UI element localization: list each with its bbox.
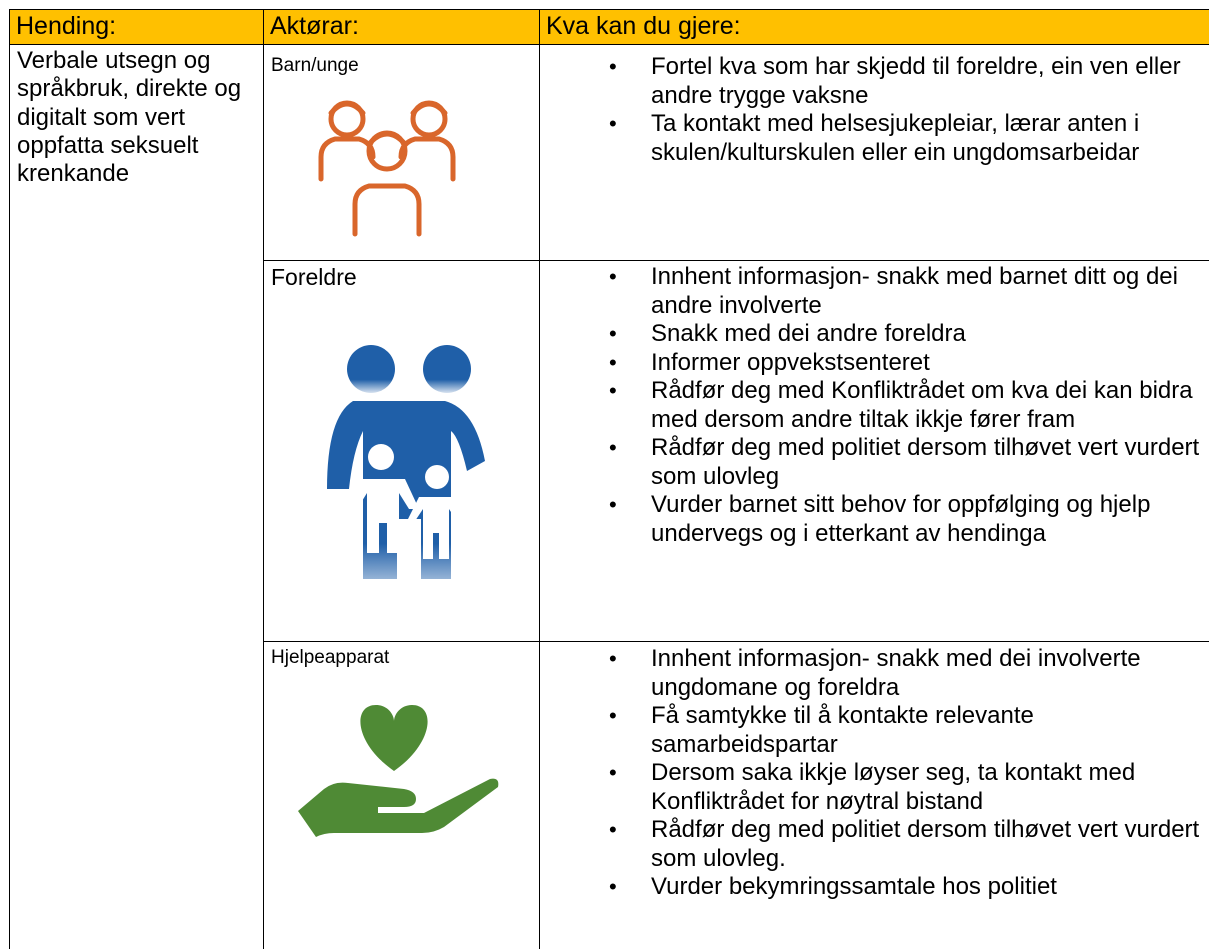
header-divider (9, 44, 1209, 45)
list-item: • Dersom saka ikkje løyser seg, ta kontakt med Konfliktrådet for nøytral bistand (539, 759, 1209, 816)
list-item: • Ta kontakt med helsesjukepleiar, lærar anten i skulen/kulturskulen eller ein ungdomsarbeidar (539, 110, 1209, 167)
actor-label-support-services: Hjelpeapparat (271, 647, 390, 668)
actor-label-children: Barn/unge (271, 55, 359, 76)
list-item: • Innhent informasjon- snakk med barnet ditt og dei andre involverte (539, 263, 1209, 320)
list-item: • Informer oppvekstsenteret (539, 349, 1209, 378)
row-divider-1 (263, 260, 1209, 261)
row-divider-2 (263, 641, 1209, 642)
family-icon (319, 339, 501, 579)
list-item: • Rådfør deg med politiet dersom tilhøvet vert vurdert som ulovleg (539, 434, 1209, 491)
list-item: • Få samtykke til å kontakte relevante samarbeidspartar (539, 702, 1209, 759)
table-border-top (9, 9, 1209, 10)
action-table (9, 9, 1209, 949)
actor-label-parents: Foreldre (271, 264, 357, 290)
list-item: • Snakk med dei andre foreldra (539, 320, 1209, 349)
header-actors: Aktørar: (263, 9, 539, 44)
list-item: • Vurder bekymringssamtale hos politiet (539, 873, 1209, 902)
list-item: • Rådfør deg med Konfliktrådet om kva dei kan bidra med dersom andre tiltak ikkje fører fram (539, 377, 1209, 434)
actions-list-support-services (539, 645, 1209, 902)
table-border-left (9, 9, 10, 949)
actions-list-children (539, 53, 1209, 167)
header-actions: Kva kan du gjere: (539, 9, 1209, 44)
list-item: • Rådfør deg med politiet dersom tilhøvet vert vurdert som ulovleg. (539, 816, 1209, 873)
header-event: Hending: (9, 9, 263, 44)
list-item: • Innhent informasjon- snakk med dei involverte ungdomane og foreldra (539, 645, 1209, 702)
list-item: • Fortel kva som har skjedd til foreldre, ein ven eller andre trygge vaksne (539, 53, 1209, 110)
actions-list-parents (539, 263, 1209, 548)
children-group-icon (317, 89, 457, 239)
column-divider-1 (263, 9, 264, 949)
event-description: Verbale utsegn og språkbruk, direkte og digitalt som vert oppfatta seksuelt krenkande (17, 47, 242, 188)
heart-in-hand-icon (294, 699, 504, 839)
list-item: • Vurder barnet sitt behov for oppfølging og hjelp undervegs og i etterkant av hendinga (539, 491, 1209, 548)
